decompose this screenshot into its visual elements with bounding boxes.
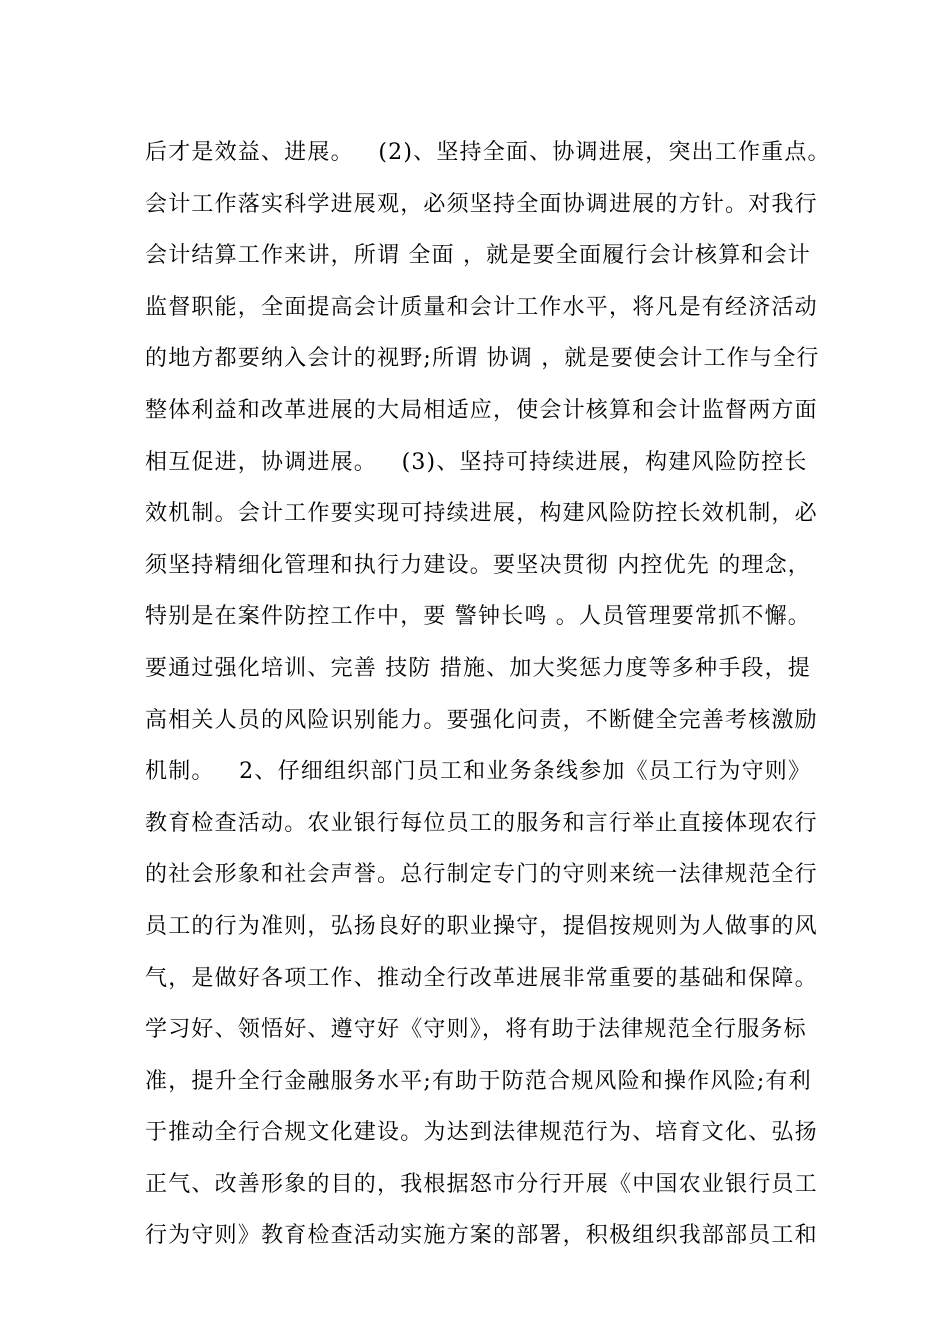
text-line: 特别是在案件防控工作中，要 警钟长鸣 。人员管理要常抓不懈。 [145, 604, 811, 630]
text-line: 准，提升全行金融服务水平;有助于防范合规风险和操作风险;有利 [145, 1068, 812, 1094]
body-text [145, 133, 845, 1268]
text-line: 监督职能，全面提高会计质量和会计工作水平，将凡是有经济活动 [145, 294, 818, 320]
text-line: 高相关人员的风险识别能力。要强化问责，不断健全完善考核激励 [145, 707, 818, 733]
text-line: 相互促进，协调进展。 (3)、坚持可持续进展，构建风险防控长 [145, 449, 808, 475]
text-line: 机制。 2、仔细组织部门员工和业务条线参加《员工行为守则》 [145, 759, 812, 785]
text-line: 教育检查活动。农业银行每位员工的服务和言行举止直接体现农行 [145, 810, 818, 836]
text-line: 行为守则》教育检查活动实施方案的部署，积极组织我部部员工和 [145, 1223, 818, 1249]
text-line: 须坚持精细化管理和执行力建设。要坚决贯彻 内控优先 的理念， [145, 552, 811, 578]
text-line: 会计结算工作来讲，所谓 全面 ，就是要全面履行会计核算和会计 [145, 243, 811, 269]
text-line: 学习好、领悟好、遵守好《守则》，将有助于法律规范全行服务标 [145, 1017, 807, 1043]
text-line: 后才是效益、进展。 (2)、坚持全面、协调进展，突出工作重点。 [145, 140, 831, 165]
text-line: 正气、改善形象的目的，我根据怒市分行开展《中国农业银行员工 [145, 1171, 818, 1197]
text-line: 的地方都要纳入会计的视野;所谓 协调 ，就是要使会计工作与全行 [145, 346, 820, 372]
text-line: 效机制。会计工作要实现可持续进展，构建风险防控长效机制，必 [145, 501, 818, 527]
text-line: 于推动全行合规文化建设。为达到法律规范行为、培育文化、弘扬 [145, 1120, 818, 1146]
text-line: 会计工作落实科学进展观，必须坚持全面协调进展的方针。对我行 [145, 191, 818, 217]
text-line: 员工的行为准则，弘扬良好的职业操守，提倡按规则为人做事的风 [145, 913, 818, 939]
text-line: 整体利益和改革进展的大局相适应，使会计核算和会计监督两方面 [145, 397, 818, 423]
text-line: 气，是做好各项工作、推动全行改革进展非常重要的基础和保障。 [145, 965, 818, 991]
text-line: 的社会形象和社会声誉。总行制定专门的守则来统一法律规范全行 [145, 862, 818, 888]
text-line: 要通过强化培训、完善 技防 措施、加大奖惩力度等多种手段，提 [145, 655, 811, 681]
